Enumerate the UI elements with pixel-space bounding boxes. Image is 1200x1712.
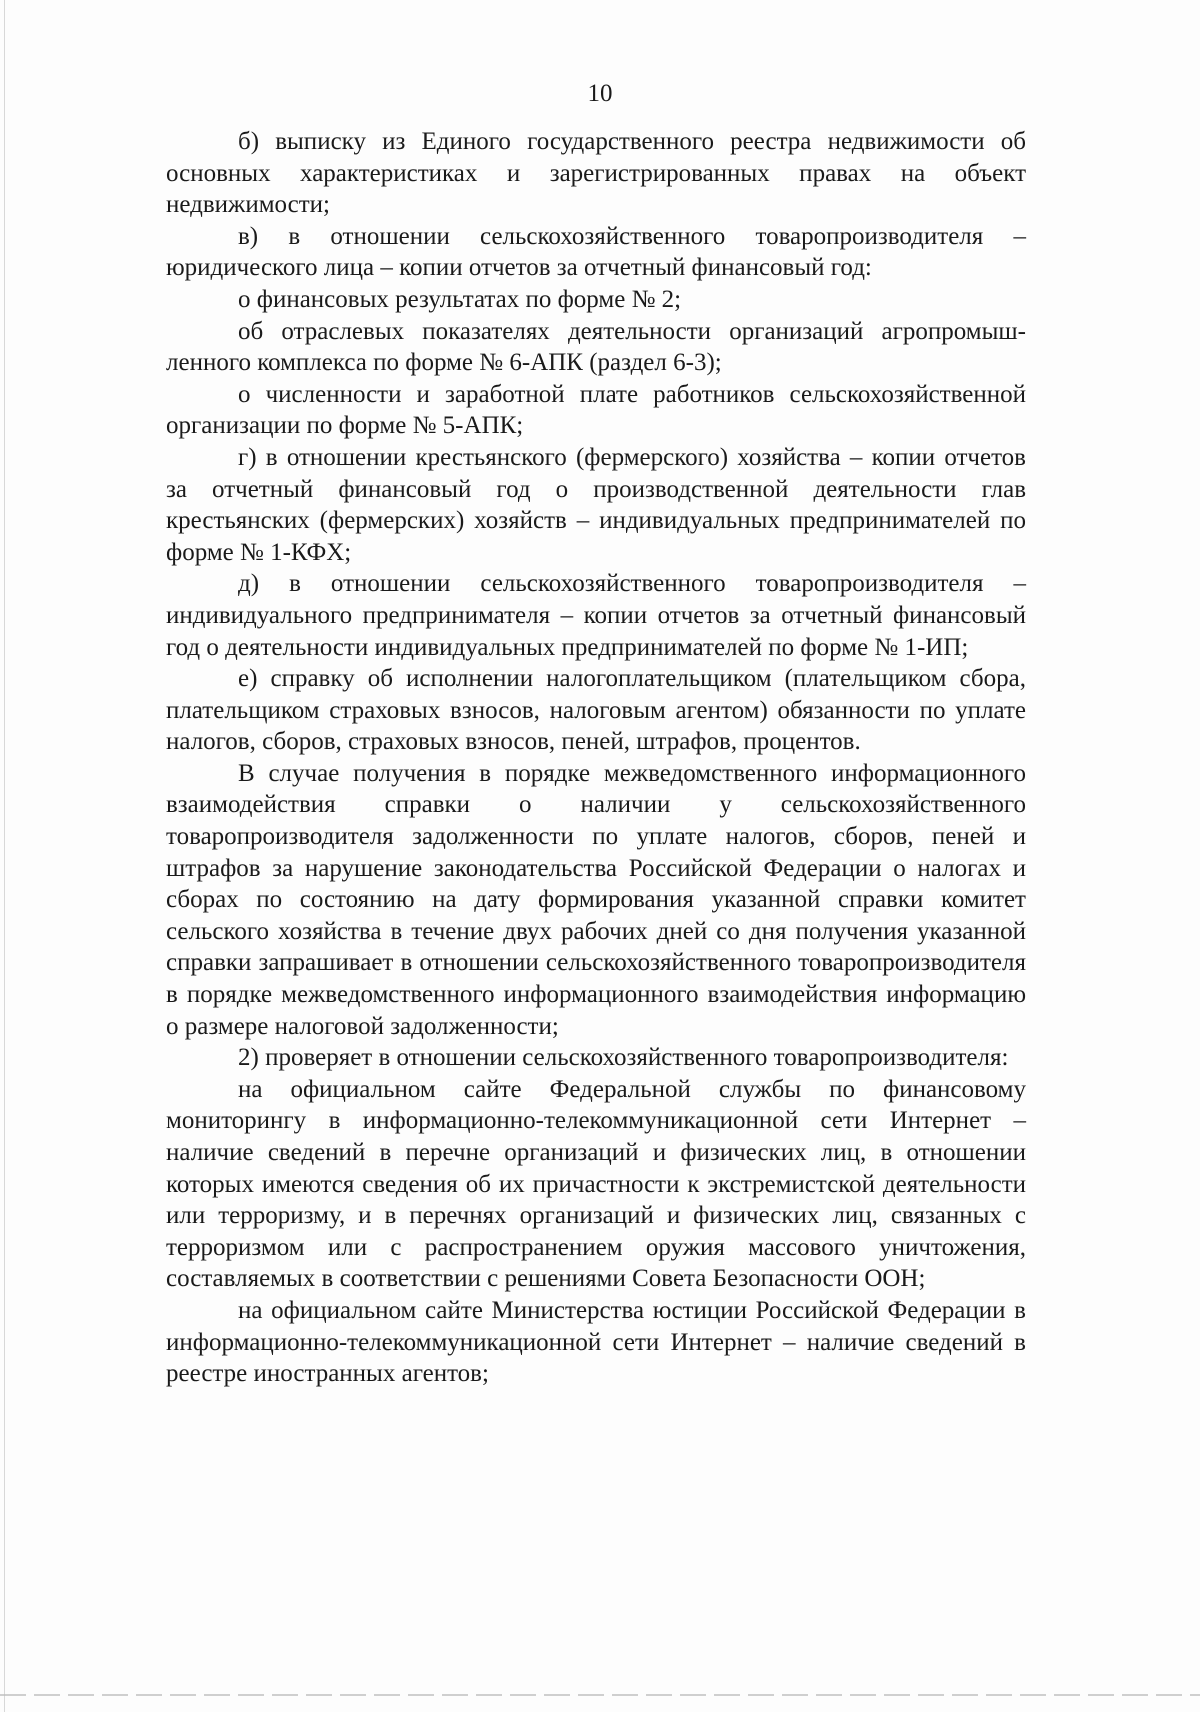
paragraph-tax-debt: В случае получения в порядке межведомственного информационного взаимодействия справки о наличии у сельскохозяйственного товаропроизводителя задолженности по уплате налогов, сборов, пеней и штрафов за нарушение законодательства Российской Федерации о налогах и сборах по состоянию на дату формирования указанной справки комитет сельского хозяйства в течение двух рабочих дней со дня получения указанной справки запрашивает в отношении сельскохозяйственного товаропроизводителя в порядке межведомственного информационного взаимодействия информацию о размере налоговой задолженности;: [166, 759, 1026, 1040]
paragraph-form-2: о финансовых результатах по форме № 2;: [238, 285, 682, 313]
paragraph-minjust-check: на официальном сайте Министерства юстиции Российской Федерации в информационно-телекоммуникационной сети Интернет – наличие сведений в реестре иностранных агентов;: [166, 1296, 1026, 1388]
scan-edge-bottom: [0, 1694, 1200, 1696]
document-body: [166, 126, 1026, 1390]
paragraph-checks-intro: 2) проверяет в отношении сельскохозяйственного товаропроизводителя:: [238, 1044, 1009, 1072]
paragraph-form-6-apk: об отраслевых показателях деятельности организаций агропромышленного комплекса по форме № 6-АПК (раздел 6-3);: [166, 317, 1026, 377]
paragraph-farm-reports: г) в отношении крестьянского (фермерского) хозяйства – копии отчетов за отчетный финансовый год о производственной деятельности глав крестьянских (фермерских) хозяйств – индивидуальных предпринимателей по форме № 1-КФХ;: [166, 443, 1026, 566]
paragraph-tax-certificate: е) справку об исполнении налогоплательщиком (плательщиком сбора, плательщиком страховых взносов, налоговым агентом) обязанности по уплате налогов, сборов, страховых взносов, пеней, штрафов, процентов.: [166, 665, 1026, 756]
paragraph-extract-egrn: б) выписку из Единого государственного реестра недвижимости об основных характеристиках и зарегистрированных правах на объект недвижимости;: [166, 128, 1026, 219]
paragraph-entrepreneur-reports: д) в отношении сельскохозяйственного товаропроизводителя – индивидуального предпринимателя – копии отчетов за отчетный финансовый год о деятельности индивидуальных предпринимателей по форме № 1-ИП;: [166, 570, 1026, 661]
paragraph-fedsfm-check: на официальном сайте Федеральной службы по финансовому мониторингу в информационно-телекоммуникационной сети Интернет – наличие сведений в перечне организаций и физических лиц, в отношении которых имеются сведения об их причастности к экстремистской деятельности или терроризму, и в перечнях организаций и физических лиц, связанных с терроризмом или с распространением оружия массового уничтожения, составляемых в соответствии с решениями Совета Безопасности ООН;: [166, 1075, 1026, 1293]
page-number: 10: [587, 80, 613, 107]
paragraph-legal-entity-reports: в) в отношении сельскохозяйственного товаропроизводителя – юридического лица – копии отчетов за отчетный финансовый год:: [166, 222, 1026, 282]
scan-edge-left: [4, 0, 5, 1712]
paragraph-form-5-apk: о численности и заработной плате работников сельскохозяйственной организации по форме № 5-АПК;: [166, 380, 1026, 440]
